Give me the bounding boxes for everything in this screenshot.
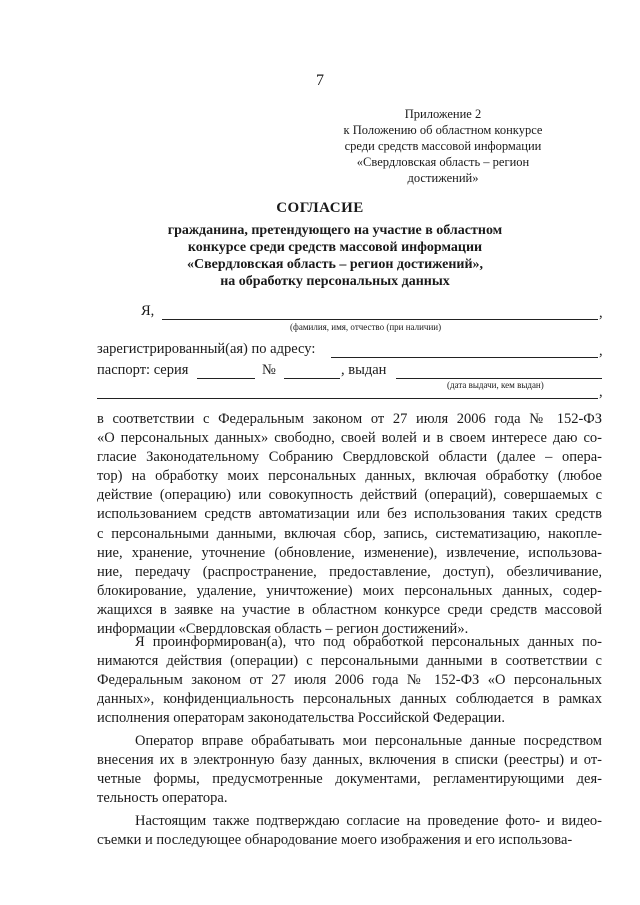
full-name-field[interactable] <box>162 319 598 320</box>
appendix-line: «Свердловская область – регион <box>356 155 530 169</box>
paragraph-informed <box>97 633 602 728</box>
text-line: с персональными данными, включая сбор, запись, систематизацию, накопле- <box>97 525 602 542</box>
issued-label: , выдан <box>341 362 387 378</box>
appendix-line: среди средств массовой информации <box>344 139 542 153</box>
comma: , <box>599 305 603 321</box>
text-line: жащихся в заявке на участие в областном конкурсе среди средств массовой <box>97 601 602 618</box>
issued-caption: (дата выдачи, кем выдан) <box>447 380 544 390</box>
address-label: зарегистрированный(ая) по адресу: <box>97 341 316 357</box>
text-line: Я проинформирован(а), что под обработкой персональных данных по- <box>135 634 602 650</box>
text-line: ние, хранение, уточнение (обновление, изменение), извлечение, использова- <box>97 544 602 561</box>
text-line: использованием средств автоматизации или без использования таких средств <box>97 506 602 523</box>
subtitle-line: «Свердловская область – регион достижений», <box>186 257 484 272</box>
subtitle-line: конкурсе среди средств массовой информации <box>187 240 483 255</box>
text-line: гласие Законодательному Собранию Свердловской области (далее – опера- <box>97 449 602 466</box>
passport-series-label: паспорт: серия <box>97 362 189 378</box>
passport-number-label: № <box>262 362 276 378</box>
comma: , <box>599 384 603 400</box>
text-line: «О персональных данных» свободно, своей волей и в своем интересе даю со- <box>97 430 602 447</box>
appendix-line: достижений» <box>407 171 479 185</box>
subtitle-line: на обработку персональных данных <box>220 274 450 289</box>
paragraph-photo-consent <box>97 812 602 850</box>
text-line: тельность оператора. <box>97 790 228 807</box>
full-name-caption: (фамилия, имя, отчество (при наличии) <box>290 322 442 332</box>
passport-series-field[interactable] <box>197 378 255 379</box>
text-line: Федеральным законом от 27 июля 2006 года № 152-ФЗ «О персональных <box>97 672 602 689</box>
text-line: Настоящим также подтверждаю согласие на проведение фото- и видео- <box>135 813 602 829</box>
text-line: ние, передачу (распространение, предоставление, доступ), обезличивание, <box>97 563 602 580</box>
passport-number-field[interactable] <box>284 378 340 379</box>
issued-continuation-field[interactable] <box>97 398 598 399</box>
text-line: четные формы, предусмотренные документами, регламентирующими дея- <box>97 771 602 788</box>
appendix-line: Приложение 2 <box>404 107 482 121</box>
appendix-reference <box>318 106 568 186</box>
text-line: тор) на обработку моих персональных данных, включая обработку (любое <box>97 468 602 485</box>
appendix-line: к Положению об областном конкурсе <box>343 123 543 137</box>
text-line: действие (операцию) или совокупность действий (операций), совершаемых с <box>97 487 602 504</box>
text-line: в соответствии с Федеральным законом от 27 июля 2006 года № 152-ФЗ <box>97 411 602 427</box>
text-line: Оператор вправе обрабатывать мои персональные данные посредством <box>135 733 602 749</box>
document-title: СОГЛАСИЕ <box>276 200 364 216</box>
text-line: исполнения операторам законодательства Российской Федерации. <box>97 710 505 727</box>
passport-issued-field[interactable] <box>396 378 602 379</box>
ya-label: Я, <box>141 303 155 319</box>
paragraph-operator-rights <box>97 732 602 808</box>
subtitle-line: гражданина, претендующего на участие в областном <box>167 223 503 238</box>
address-field[interactable] <box>331 357 598 358</box>
text-line: блокирование, удаление, уничтожение) моих персональных данных, содер- <box>97 582 602 599</box>
text-line: внесения их в электронную базу данных, включения в списки (реестры) и от- <box>97 752 602 769</box>
document-subtitle <box>150 222 520 290</box>
page-number: 7 <box>316 72 324 89</box>
text-line: информации «Свердловская область – регион достижений». <box>97 621 469 638</box>
text-line: данных», конфиденциальность персональных данных соблюдается в рамках <box>97 691 602 708</box>
paragraph-consent <box>97 410 602 639</box>
text-line: нимаются действия (операции) с персональными данными в соответствии с <box>97 653 602 670</box>
text-line: съемки и последующее обнародование моего изображения и его использова- <box>97 832 573 849</box>
comma: , <box>599 343 603 359</box>
